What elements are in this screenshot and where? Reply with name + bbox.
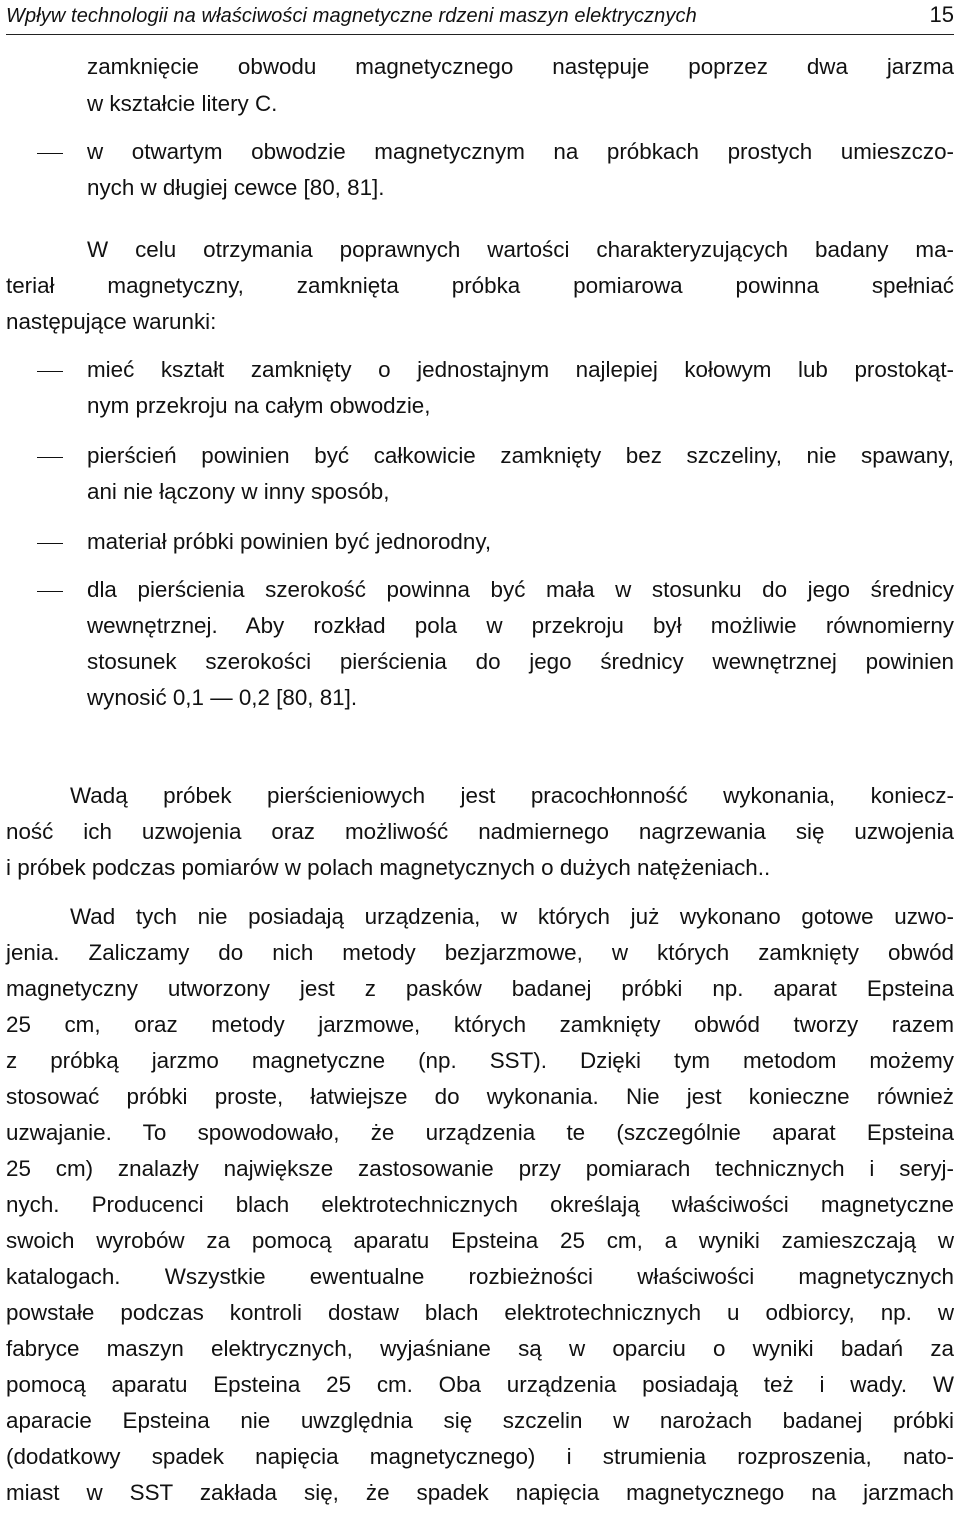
text-line-content: (dodatkowy spadek napięcia magnetycznego) i strumienia rozproszenia, nato- (6, 1444, 954, 1469)
text-line (0, 850, 960, 886)
list-bullet-dash (37, 457, 63, 458)
text-line (0, 971, 960, 1007)
text-line-content: fabryce maszyn elektrycznych, wyjaśniane są w oparciu o wyniki badań za (6, 1336, 954, 1361)
text-line-content: pomocą aparatu Epsteina 25 cm. Oba urządzenia posiadają też i wady. W (6, 1372, 954, 1397)
text-line-content: dla pierścienia szerokość powinna być mała w stosunku do jego średnicy (87, 577, 954, 602)
list-bullet-dash (37, 591, 63, 592)
text-line (0, 524, 960, 560)
text-line-content: magnetyczny utworzony jest z pasków badanej próbki np. aparat Epsteina (6, 976, 954, 1001)
text-line-content: zamknięcie obwodu magnetycznego następuje poprzez dwa jarzma (87, 54, 954, 79)
text-line-content: w kształcie litery C. (87, 91, 278, 116)
text-line (0, 268, 960, 304)
list-bullet-dash (37, 153, 63, 154)
list-bullet-dash (37, 371, 63, 372)
text-line (0, 438, 960, 474)
text-line-content: ani nie łączony w inny sposób, (87, 479, 390, 504)
text-line-content: nych. Producenci blach elektrotechnicznych określają właściwości magnetyczne (6, 1192, 954, 1217)
text-line-content: mieć kształt zamknięty o jednostajnym najlepiej kołowym lub prostokąt- (87, 357, 954, 382)
text-line (0, 388, 960, 424)
text-line-content: następujące warunki: (6, 309, 217, 334)
text-line (0, 1403, 960, 1439)
running-header (6, 0, 954, 35)
text-line (0, 1475, 960, 1511)
text-line (0, 608, 960, 644)
text-line (0, 1151, 960, 1187)
text-line (0, 1043, 960, 1079)
text-line (0, 474, 960, 510)
text-line (0, 814, 960, 850)
text-line-content: ność ich uzwojenia oraz możliwość nadmiernego nagrzewania się uzwojenia (6, 819, 954, 844)
text-line-content: z próbką jarzmo magnetyczne (np. SST). Dzięki tym metodom możemy (6, 1048, 954, 1073)
text-line-content: teriał magnetyczny, zamknięta próbka pomiarowa powinna spełniać (6, 273, 954, 298)
text-line-content: 25 cm) znalazły największe zastosowanie przy pomiarach technicznych i seryj- (6, 1156, 954, 1181)
text-line (0, 170, 960, 206)
text-line (0, 572, 960, 608)
text-line-content: uzwajanie. To spowodowało, że urządzenia te (szczególnie aparat Epsteina (6, 1120, 954, 1145)
text-line (0, 49, 960, 85)
text-line (0, 899, 960, 935)
text-line-content: nych w długiej cewce [80, 81]. (87, 175, 385, 200)
text-line-content: powstałe podczas kontroli dostaw blach elektrotechnicznych u odbiorcy, np. w (6, 1300, 954, 1325)
text-line (0, 1223, 960, 1259)
text-line-content: nym przekroju na całym obwodzie, (87, 393, 431, 418)
text-line (0, 1007, 960, 1043)
text-line-content: wynosić 0,1 — 0,2 [80, 81]. (87, 685, 358, 710)
text-line-content: stosować próbki proste, łatwiejsze do wykonania. Nie jest konieczne również (6, 1084, 954, 1109)
text-line-content: katalogach. Wszystkie ewentualne rozbieżności właściwości magnetycznych (6, 1264, 954, 1289)
text-line (0, 1367, 960, 1403)
text-line-content: 25 cm, oraz metody jarzmowe, których zamknięty obwód tworzy razem (6, 1012, 954, 1037)
text-line-content: w otwartym obwodzie magnetycznym na próbkach prostych umieszczo- (87, 139, 954, 164)
text-line-content: i próbek podczas pomiarów w polach magnetycznych o dużych natężeniach.. (6, 855, 771, 880)
page-number: 15 (929, 2, 954, 27)
text-line-content: wewnętrznej. Aby rozkład pola w przekroju był możliwie równomierny (87, 613, 954, 638)
text-line (0, 352, 960, 388)
text-line (0, 1331, 960, 1367)
list-bullet-dash (37, 543, 63, 544)
text-line (0, 134, 960, 170)
text-line-content: miast w SST zakłada się, że spadek napięcia magnetycznego na jarzmach (6, 1480, 954, 1505)
text-line (0, 1295, 960, 1331)
text-line-content: aparacie Epsteina nie uwzględnia się szczelin w narożach badanej próbki (6, 1408, 954, 1433)
text-line (0, 644, 960, 680)
text-line-content: jenia. Zaliczamy do nich metody bezjarzmowe, w których zamknięty obwód (6, 940, 954, 965)
text-line (0, 86, 960, 122)
text-line (0, 1115, 960, 1151)
text-line (0, 1079, 960, 1115)
text-line (0, 304, 960, 340)
text-line-content: swoich wyrobów za pomocą aparatu Epsteina 25 cm, a wyniki zamieszczają w (6, 1228, 954, 1253)
text-line-content: Wad tych nie posiadają urządzenia, w których już wykonano gotowe uzwo- (70, 904, 954, 929)
text-line (0, 778, 960, 814)
text-line (0, 935, 960, 971)
text-line (0, 1439, 960, 1475)
text-line-content: stosunek szerokości pierścienia do jego średnicy wewnętrznej powinien (87, 649, 954, 674)
text-line-content: W celu otrzymania poprawnych wartości charakteryzujących badany ma- (87, 237, 954, 262)
text-line-content: Wadą próbek pierścieniowych jest pracochłonność wykonania, koniecz- (70, 783, 954, 808)
running-title: Wpływ technologii na właściwości magnetyczne rdzeni maszyn elektrycznych (6, 5, 697, 27)
text-line (0, 1259, 960, 1295)
text-line-content: materiał próbki powinien być jednorodny, (87, 529, 492, 554)
text-line (0, 1187, 960, 1223)
text-line (0, 232, 960, 268)
text-line (0, 680, 960, 716)
text-line-content: pierścień powinien być całkowicie zamknięty bez szczeliny, nie spawany, (87, 443, 954, 468)
